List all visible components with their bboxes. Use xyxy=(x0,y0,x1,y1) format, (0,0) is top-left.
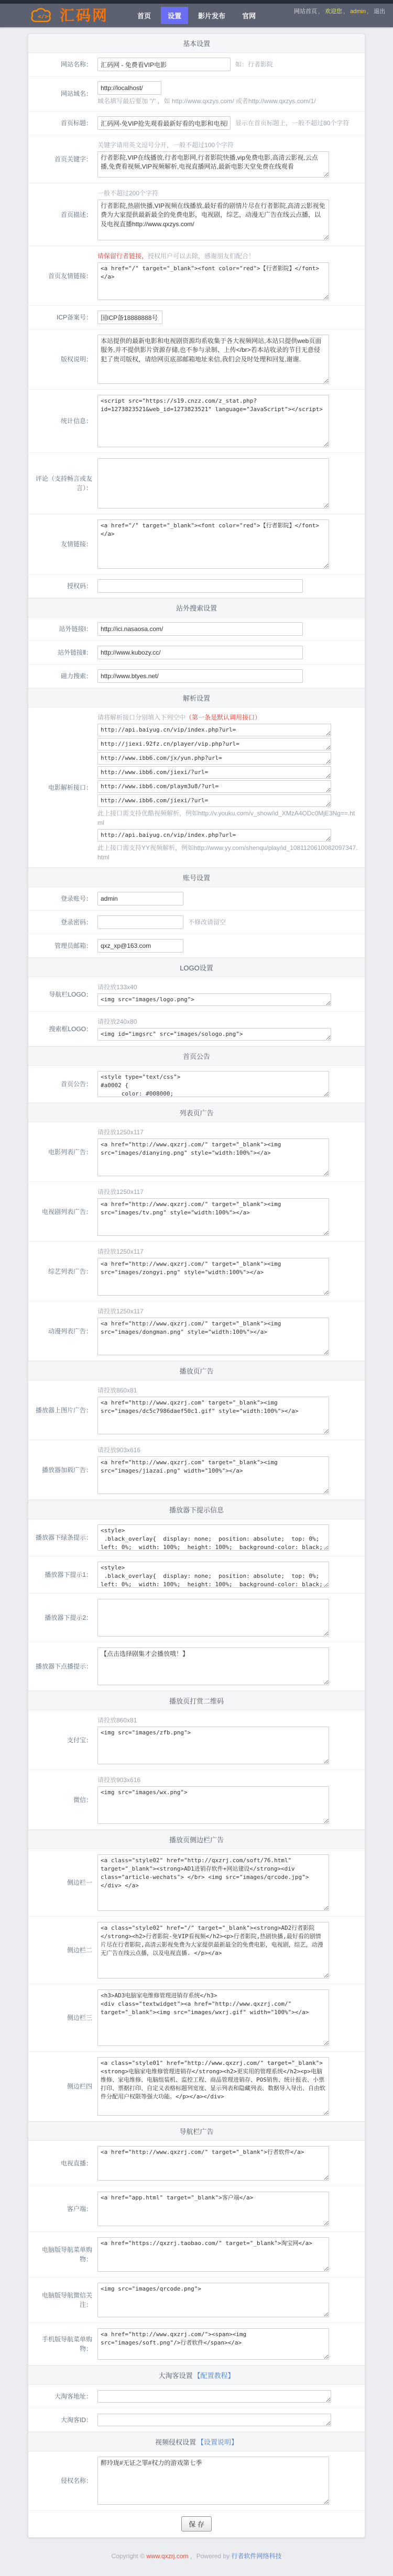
header xyxy=(0,4,393,27)
nav-item-publish[interactable]: 影片发布 xyxy=(198,12,226,20)
textarea-field[interactable] xyxy=(97,752,331,765)
hint-part: 请投放1250x117 xyxy=(97,1308,144,1315)
form-row xyxy=(28,53,365,76)
hint-part: 请投放903x616 xyxy=(97,1776,141,1784)
form-row xyxy=(28,329,365,390)
field-label: 登录密码： xyxy=(60,919,92,926)
field-label: 网站域名： xyxy=(60,90,92,97)
text-input[interactable] xyxy=(97,669,303,683)
hint-text xyxy=(97,1127,359,1137)
settings-form xyxy=(28,34,365,2511)
form-row xyxy=(28,1519,365,1556)
textarea-field[interactable] xyxy=(97,151,329,178)
form-row xyxy=(28,1849,365,1917)
field-label: 大淘客ID： xyxy=(60,2416,92,2424)
hint-text xyxy=(97,1017,359,1026)
hint-text xyxy=(97,1775,359,1785)
copyright-mid: ，Powered by xyxy=(188,2552,232,2560)
logo-text: 汇码网 xyxy=(60,7,109,24)
hint-text xyxy=(97,809,359,827)
form-row xyxy=(28,1380,365,1440)
textarea-field[interactable] xyxy=(97,2328,329,2360)
section-title: 账号设置 xyxy=(182,874,210,882)
form-row xyxy=(28,306,365,329)
field-label: 侧边栏三 xyxy=(67,2014,92,2021)
field-label: 播放器下提示2： xyxy=(45,1614,92,1621)
input-hint: 如：行者影院 xyxy=(235,61,274,69)
field-label: 首页关键字： xyxy=(54,155,92,163)
welcome-text: 欢迎您 xyxy=(325,8,343,15)
nav-item-home[interactable]: 首页 xyxy=(137,12,151,20)
hint-red-text: 请保留行者链接， xyxy=(97,252,148,260)
field-label: 播放器下点播提示： xyxy=(35,1663,92,1670)
text-input[interactable] xyxy=(97,622,303,636)
settings-panel xyxy=(28,34,365,2538)
field-label: 网站名称： xyxy=(60,61,92,68)
hint-part: 此上接口需支持YY视频解析，例如http://www.yy.com/shenqu/play/id_1081120610082097347.html xyxy=(97,844,358,861)
textarea-field[interactable] xyxy=(97,1138,329,1176)
textarea-field[interactable] xyxy=(97,1456,329,1494)
textarea-field[interactable] xyxy=(97,395,329,447)
field-label: 授权码： xyxy=(67,582,92,590)
section-header xyxy=(28,1103,365,1122)
hint-part: 关键字请用英文逗号分开，一般不超过100个字符 xyxy=(97,141,234,149)
field-label: 播放器加载广告： xyxy=(41,1466,92,1474)
form-row xyxy=(28,1594,365,1642)
section-title: 首页公告 xyxy=(182,1053,210,1060)
textarea-field[interactable] xyxy=(97,1727,329,1764)
form-row xyxy=(28,2323,365,2365)
textarea-field[interactable] xyxy=(97,1562,329,1588)
svg-text:</>: </> xyxy=(38,13,48,20)
section-header xyxy=(28,598,365,617)
form-row xyxy=(28,2278,365,2323)
nav-item-settings[interactable]: 设置 xyxy=(161,7,188,24)
field-label: 大淘客地址： xyxy=(54,2393,92,2400)
textarea-field[interactable] xyxy=(97,780,331,793)
field-label: 微信： xyxy=(73,1796,92,1804)
field-label: 侵权名称： xyxy=(60,2477,92,2484)
textarea-field[interactable] xyxy=(97,2414,331,2426)
form-row xyxy=(28,514,365,574)
field-label: 版权说明： xyxy=(60,356,92,363)
section-title: 站外搜索设置 xyxy=(176,604,217,612)
field-label: 侧边栏四 xyxy=(67,2083,92,2090)
form-row xyxy=(28,2186,365,2232)
field-label: 客户端： xyxy=(67,2205,92,2213)
text-input[interactable] xyxy=(97,892,183,905)
form-row xyxy=(28,453,365,514)
hint-text xyxy=(97,1187,359,1197)
hint-text xyxy=(97,251,359,261)
form-row xyxy=(28,1012,365,1046)
field-label: 电脑版导航菜单购物： xyxy=(41,2246,92,2263)
form-row xyxy=(28,934,365,958)
field-label: 电脑版导航微信关注： xyxy=(41,2292,92,2308)
hint-text xyxy=(97,1445,359,1455)
hint-part: 请投放860x81 xyxy=(97,1717,137,1724)
text-input[interactable] xyxy=(97,311,162,324)
cloud-code-icon xyxy=(29,7,57,25)
form-row xyxy=(28,2451,365,2511)
field-label: 首页标题： xyxy=(60,119,92,127)
textarea-field[interactable] xyxy=(97,1989,329,2046)
hint-part: 一般不超过200个字符 xyxy=(97,190,159,197)
form-row xyxy=(28,641,365,665)
form-row xyxy=(28,1642,365,1691)
form-row xyxy=(28,135,365,183)
section-title: 列表页广告 xyxy=(179,1109,214,1117)
footer-powered-link[interactable]: 行者软件网络科技 xyxy=(231,2552,282,2560)
field-label: ICP备案号： xyxy=(56,314,92,321)
field-label: 电视直播： xyxy=(60,2160,92,2167)
section-header xyxy=(28,1361,365,1380)
hint-part: 域名填写最后要加 "/" ，如 http://www.qxzys.com/ 或者http://www.qxzys.com/1/ xyxy=(97,97,316,105)
textarea-field[interactable] xyxy=(97,738,331,750)
logout-link[interactable]: 退出 xyxy=(374,8,385,15)
section-header xyxy=(28,34,365,53)
main-nav xyxy=(130,7,263,24)
text-input[interactable] xyxy=(97,58,231,71)
section-title: LOGO设置 xyxy=(180,964,213,972)
section-title: 播放页打赏二维码 xyxy=(169,1697,224,1705)
hint-part: 请投放133x40 xyxy=(97,983,137,991)
form-row xyxy=(28,1066,365,1103)
field-label: 评论（支持畅言或友言）： xyxy=(35,475,92,492)
hint-part: 请投放860x81 xyxy=(97,1387,137,1394)
section-help-link[interactable]: 【配置教程】 xyxy=(193,2372,235,2380)
text-input[interactable] xyxy=(97,81,161,95)
text-input[interactable] xyxy=(97,646,303,659)
field-label: 首页友情链接： xyxy=(48,272,92,280)
section-header xyxy=(28,2121,365,2141)
hint-part: 请投放1250x117 xyxy=(97,1129,144,1136)
textarea-field[interactable] xyxy=(97,1318,329,1355)
form-row xyxy=(28,2141,365,2186)
section-title: 基本设置 xyxy=(182,40,210,48)
hint-part: 请投放1250x117 xyxy=(97,1248,144,1255)
section-title: 播放器下提示信息 xyxy=(169,1506,224,1514)
separator: ， xyxy=(343,8,350,15)
field-label: 搜索框LOGO： xyxy=(49,1025,92,1033)
textarea-field[interactable] xyxy=(97,2390,331,2403)
hint-text xyxy=(97,96,359,106)
form-row xyxy=(28,1301,365,1361)
section-header xyxy=(28,1046,365,1066)
hint-part: 请投放903x616 xyxy=(97,1446,141,1454)
form-row xyxy=(28,1710,365,1770)
field-label: 侧边栏二 xyxy=(67,1947,92,1954)
textarea-field[interactable] xyxy=(97,766,331,779)
section-header xyxy=(28,2432,365,2451)
textarea-field[interactable] xyxy=(97,2457,329,2505)
textarea-field[interactable] xyxy=(97,1786,329,1824)
section-title: 导航栏广告 xyxy=(179,2128,214,2136)
textarea-field[interactable] xyxy=(97,1648,329,1685)
text-input[interactable] xyxy=(97,939,183,953)
text-input[interactable] xyxy=(97,915,183,929)
textarea-field[interactable] xyxy=(97,1258,329,1296)
form-row xyxy=(28,246,365,306)
field-label: 动漫列表广告： xyxy=(48,1327,92,1335)
form-row xyxy=(28,183,365,246)
hint-text xyxy=(97,1247,359,1256)
field-label: 导航栏LOGO： xyxy=(49,990,92,998)
footer xyxy=(0,2547,393,2576)
field-label: 电影列表广告： xyxy=(48,1148,92,1156)
form-row xyxy=(28,977,365,1012)
textarea-field[interactable] xyxy=(97,1599,329,1637)
textarea-field[interactable] xyxy=(97,2057,329,2116)
field-label: 播放器下绿条提示： xyxy=(35,1534,92,1541)
section-header xyxy=(28,868,365,887)
section-title: 解析设置 xyxy=(182,694,210,702)
field-label: 管理员邮箱： xyxy=(54,942,92,949)
input-hint: 不修改请留空 xyxy=(188,919,226,926)
copyright-prefix: Copyright © xyxy=(111,2552,147,2560)
section-header xyxy=(28,1691,365,1710)
topbar-links xyxy=(293,7,386,15)
field-label: 登录账号： xyxy=(60,895,92,902)
hint-text xyxy=(97,982,359,992)
textarea-field[interactable] xyxy=(97,829,331,842)
section-header xyxy=(28,958,365,977)
hint-text xyxy=(97,1716,359,1725)
field-label: 播放器下提示1： xyxy=(45,1571,92,1578)
field-label: 首页公告： xyxy=(60,1080,92,1088)
save-row xyxy=(28,2511,365,2537)
hint-part: 请将解析接口分别填入下列空中 xyxy=(97,714,186,721)
separator: ， xyxy=(318,8,324,15)
form-row xyxy=(28,1440,365,1500)
hint-text xyxy=(97,713,359,722)
textarea-field[interactable] xyxy=(97,2283,329,2317)
form-row xyxy=(28,911,365,934)
field-label: 综艺列表广告： xyxy=(48,1267,92,1275)
hint-text xyxy=(97,189,359,198)
form-row xyxy=(28,2408,365,2432)
username-link[interactable]: admin xyxy=(350,8,366,15)
field-label: 播放器上图片广告： xyxy=(35,1406,92,1414)
textarea-field[interactable] xyxy=(97,458,329,508)
field-label: 电影解析接口： xyxy=(48,783,92,791)
form-row xyxy=(28,1556,365,1594)
field-label: 站外链接Ⅱ： xyxy=(58,649,92,656)
site-home-link[interactable]: 网站首页 xyxy=(294,8,318,15)
footer-site-link[interactable]: www.qxzrj.com xyxy=(146,2552,189,2560)
form-row xyxy=(28,76,365,112)
form-row xyxy=(28,665,365,688)
textarea-field[interactable] xyxy=(97,724,331,736)
input-hint: 显示在首页标题上，一般不超过80个字符 xyxy=(235,119,350,127)
form-row xyxy=(28,1984,365,2052)
form-row xyxy=(28,887,365,911)
form-row xyxy=(28,617,365,641)
form-row xyxy=(28,2232,365,2278)
form-row xyxy=(28,390,365,453)
nav-item-official[interactable]: 官网 xyxy=(242,12,256,20)
textarea-field[interactable] xyxy=(97,794,331,807)
hint-part: 请投放240x80 xyxy=(97,1018,137,1025)
field-label: 站外链接Ⅰ： xyxy=(59,625,92,633)
field-label: 首页描述： xyxy=(60,211,92,218)
hint-red-text: （第一条是默认调用接口） xyxy=(185,714,261,721)
section-title: 播放页广告 xyxy=(179,1367,214,1375)
form-row xyxy=(28,1182,365,1242)
section-header xyxy=(28,688,365,707)
top-strip xyxy=(0,0,393,4)
form-row xyxy=(28,707,365,868)
textarea-field[interactable] xyxy=(97,200,329,240)
hint-text xyxy=(97,843,359,862)
field-label: 侧边栏一 xyxy=(67,1879,92,1886)
textarea-field[interactable] xyxy=(97,1071,329,1097)
hint-text xyxy=(97,1307,359,1316)
site-logo[interactable] xyxy=(29,7,108,25)
textarea-field[interactable] xyxy=(97,1922,329,1978)
form-row xyxy=(28,2052,365,2121)
textarea-field[interactable] xyxy=(97,1854,329,1911)
form-row xyxy=(28,1917,365,1984)
field-label: 友情链接： xyxy=(60,540,92,548)
form-row xyxy=(28,574,365,598)
textarea-field[interactable] xyxy=(97,1524,329,1551)
text-input[interactable] xyxy=(97,116,231,130)
form-row xyxy=(28,1242,365,1301)
textarea-field[interactable] xyxy=(97,1198,329,1236)
textarea-field[interactable] xyxy=(97,519,329,569)
section-title: 大淘客设置 xyxy=(158,2372,193,2380)
section-title: 播放页侧边栏广告 xyxy=(169,1836,224,1844)
field-label: 磁力搜索： xyxy=(60,672,92,680)
hint-part: 此上接口需支持优酷视频解析，例如http://v.youku.com/v_show/id_XMzA4ODc0MjE3Ng==.html xyxy=(97,810,355,826)
form-row xyxy=(28,2385,365,2408)
field-label: 统计信息： xyxy=(60,417,92,425)
form-row xyxy=(28,1770,365,1830)
field-label: 电视剧列表广告： xyxy=(41,1208,92,1215)
section-title: 视频侵权设置 xyxy=(155,2438,196,2446)
textarea-field[interactable] xyxy=(97,335,329,384)
section-help-link[interactable]: 【设置说明】 xyxy=(197,2438,238,2446)
textarea-field[interactable] xyxy=(97,1028,331,1041)
section-header xyxy=(28,2365,365,2385)
save-button[interactable]: 保 存 xyxy=(181,2516,212,2531)
separator: ， xyxy=(367,8,373,15)
textarea-field[interactable] xyxy=(97,2146,329,2181)
field-label: 手机版导航菜单购物： xyxy=(41,2336,92,2352)
textarea-field[interactable] xyxy=(97,993,331,1006)
hint-text xyxy=(97,1386,359,1395)
text-input[interactable] xyxy=(97,579,303,593)
hint-text xyxy=(97,140,359,150)
section-header xyxy=(28,1500,365,1519)
hint-part: 请投放1250x117 xyxy=(97,1188,144,1196)
textarea-field[interactable] xyxy=(97,1397,329,1434)
section-header xyxy=(28,1830,365,1849)
form-row xyxy=(28,112,365,135)
hint-part: 授权用户可以去除，感谢朋友们配合！ xyxy=(148,252,255,260)
form-row xyxy=(28,1122,365,1182)
field-label: 支付宝： xyxy=(67,1736,92,1744)
textarea-field[interactable] xyxy=(97,2192,329,2226)
textarea-field[interactable] xyxy=(97,2237,329,2272)
textarea-field[interactable] xyxy=(97,262,329,300)
